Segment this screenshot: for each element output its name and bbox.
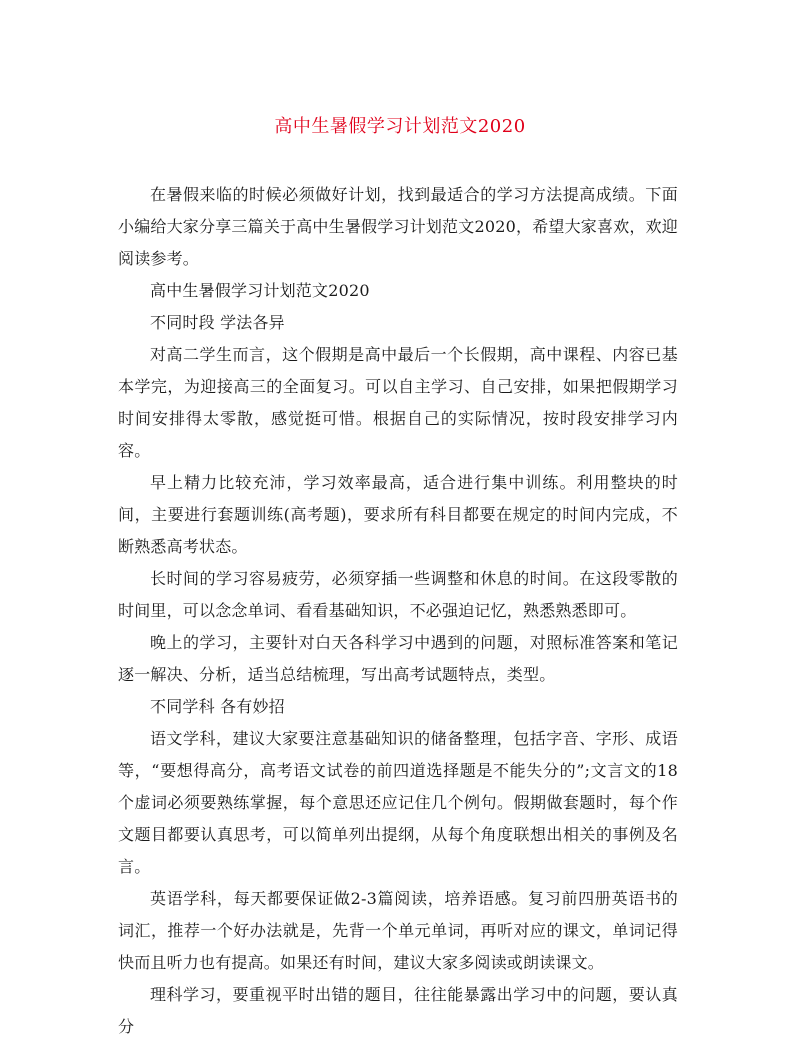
paragraph-heading: 高中生暑假学习计划范文2020 bbox=[150, 281, 370, 300]
paragraph: 早上精力比较充沛，学习效率最高，适合进行集中训练。利用整块的时间，主要进行套题训练(高考题)，要求所有科目都要在规定的时间内完成，不断熟悉高考状态。 bbox=[118, 473, 678, 556]
document-title: 高中生暑假学习计划范文2020 bbox=[274, 116, 526, 137]
paragraph: 对高二学生而言，这个假期是高中最后一个长假期，高中课程、内容已基本学完，为迎接高三的全面复习。可以自主学习、自己安排，如果把假期学习时间安排得太零散，感觉挺可惜。根据自己的实际情况，按时段安排学习内容。 bbox=[118, 345, 678, 460]
paragraph: 英语学科，每天都要保证做2-3篇阅读，培养语感。复习前四册英语书的词汇，推荐一个好办法就是，先背一个单元单词，再听对应的课文，单词记得快而且听力也有提高。如果还有时间，建议大家多阅读或朗读课文。 bbox=[118, 889, 678, 972]
section-heading-subject: 不同学科 各有妙招 bbox=[150, 697, 285, 716]
paragraph: 理科学习，要重视平时出错的题目，往往能暴露出学习中的问题，要认真分 bbox=[118, 985, 678, 1036]
paragraph: 长时间的学习容易疲劳，必须穿插一些调整和休息的时间。在这段零散的时间里，可以念念单词、看看基础知识，不必强迫记忆，熟悉熟悉即可。 bbox=[118, 569, 678, 620]
paragraph: 语文学科，建议大家要注意基础知识的储备整理，包括字音、字形、成语等，“要想得高分，高考语文试卷的前四道选择题是不能失分的”;文言文的18个虚词必须要熟练掌握，每个意思还应记住几个例句。假期做套题时，每个作文题目都要认真思考，可以简单列出提纲，从每个角度联想出相关的事例及名言。 bbox=[118, 729, 678, 876]
paragraph: 晚上的学习，主要针对白天各科学习中遇到的问题，对照标准答案和笔记逐一解决、分析，适当总结梳理，写出高考试题特点，类型。 bbox=[118, 633, 678, 684]
section-heading-time: 不同时段 学法各异 bbox=[150, 313, 285, 332]
document-body bbox=[118, 179, 678, 1043]
paragraph-intro: 在暑假来临的时候必须做好计划，找到最适合的学习方法提高成绩。下面小编给大家分享三篇关于高中生暑假学习计划范文2020，希望大家喜欢，欢迎阅读参考。 bbox=[118, 185, 678, 268]
